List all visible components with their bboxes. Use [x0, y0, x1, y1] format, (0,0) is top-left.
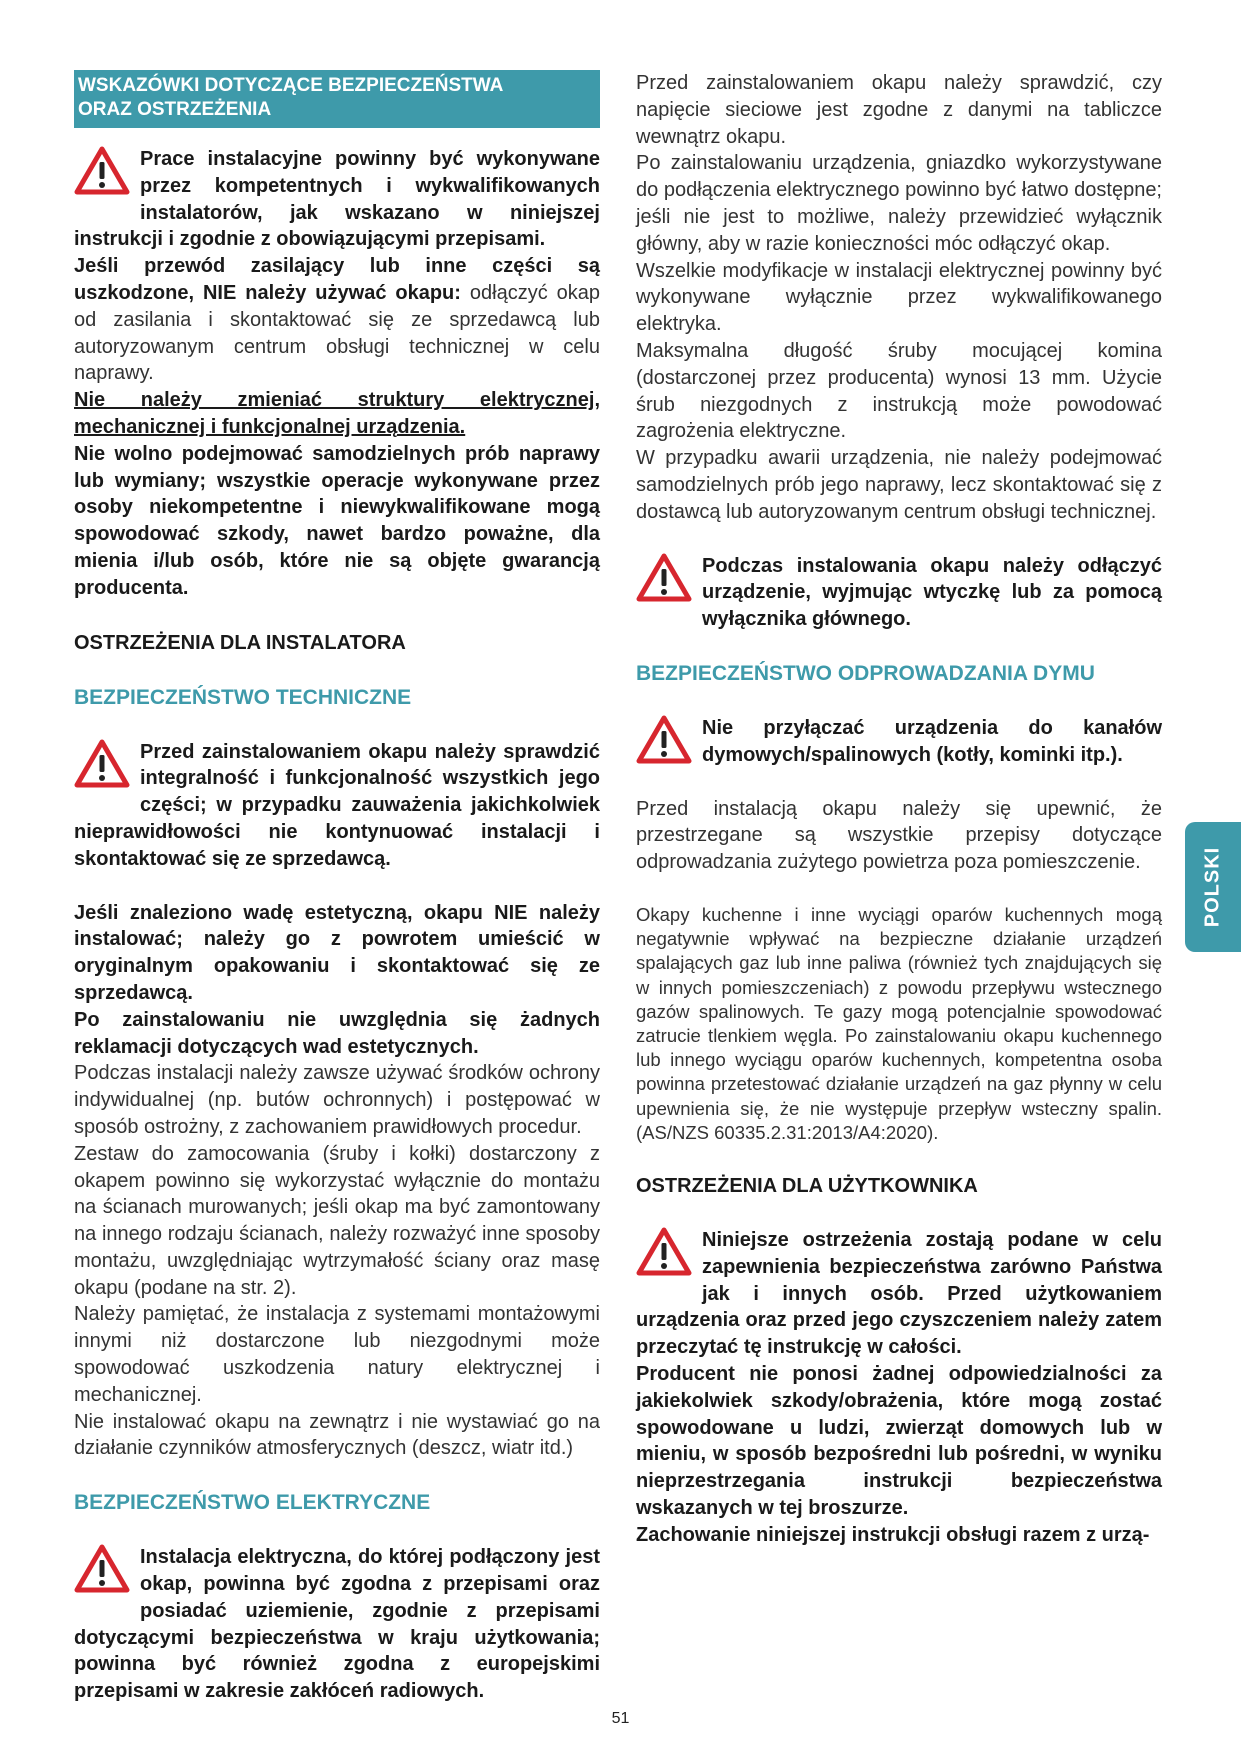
damaged-cable-text: odłączyć okap od zasilania i skontaktować się ze sprzedawcą lub autoryzowanym centrum obsługi technicznej w celu naprawy. [74, 281, 601, 385]
warning-text-integrity: Przed zainstalowaniem okapu należy sprawdzić integralność i funkcjonalność wszystkich jego części; w przypadku zauważenia jakichkolwiek nieprawidłowości nie kontynuować instalacji i skontaktować się ze sprzedawcą. [74, 740, 600, 870]
backflow-paragraph: Okapy kuchenne i inne wyciągi oparów kuchennych mogą negatywnie wpływać na bezpieczne działanie urządzeń spalających gaz lub inne paliwa (również tych znajdujących się w innych pomieszczeniach) z powodu przepływu wstecznego gazów spalinowych. Te gazy mogą potencjalnie spowodować zatrucie tlenkiem węgla. Po zainstalowaniu okapu kuchennego lub innego wyciągu oparów kuchennych, kompetentna osoba powinna przetestować działanie urządzeń na gaz płynny w celu upewnienia się, że nie występuje przepływ wsteczny spalin. (AS/NZS 60335.2.31:2013/A4:2020). [636, 903, 1162, 1143]
fixing-kit-paragraph: Zestaw do zamocowania (śruby i kołki) dostarczony z okapem powinno się wykorzystać wyłącznie do montażu na ścianach murowanych; jeśli okap ma być zamontowany na innego rodzaju ścianach, należy rozważyć inne sposoby montażu, uwzględniając wytrzymałość ściany oraz masę okapu (podane na str. 2). [74, 1142, 600, 1299]
warning-text-installation: Prace instalacyjne powinny być wykonywane przez kompetentnych i wykwalifikowanych instalatorów, jak wskazano w niniejszej instrukcji i zgodnie z obowiązującymi przepisami. [74, 148, 600, 251]
warning-block-user [636, 1227, 1162, 1549]
screw-length-paragraph: Maksymalna długość śruby mocującej komina (dostarczonej przez producenta) wynosi 13 mm. Użycie śrub niezgodnych z instrukcją może powodować zagrożenia elektryczne. [636, 339, 1162, 443]
ppe-paragraph: Podczas instalacji należy zawsze używać środków ochrony indywidualnej (np. butów ochronnych) i postępować w sposób ostrożny, z zachowaniem prawidłowych procedur. [74, 1062, 600, 1138]
smoke-safety-title: BEZPIECZEŃSTWO ODPROWADZANIA DYMU [636, 661, 1095, 685]
electrical-safety-title: BEZPIECZEŃSTWO ELEKTRYCZNE [74, 1491, 431, 1515]
warning-triangle-icon [74, 739, 134, 793]
warning-text-user: Niniejsze ostrzeżenia zostają podane w celu zapewnienia bezpieczeństwa zarówno Państwa jak i innych osób. Przed użytkowaniem urządzenia oraz przed jego czyszczeniem należy zatem przeczytać tę instrukcję w całości. [636, 1228, 1162, 1359]
warning-block-integrity [74, 739, 600, 873]
section-header-safety [74, 70, 600, 128]
language-side-tab [1185, 822, 1241, 952]
warning-triangle-icon [74, 1544, 134, 1598]
socket-paragraph: Po zainstalowaniu urządzenia, gniazdko wykorzystywane do podłączenia elektrycznego powinno być łatwo dostępne; jeśli nie jest to możliwe, należy przewidzieć wyłącznik główny, aby w razie konieczności móc odłączyć okap. [636, 152, 1162, 255]
mounting-systems-paragraph: Należy pamiętać, że instalacja z systemami montażowymi innymi niż dostarczone lub niezgodnymi może spowodować uszkodzenia natury elektrycznej i mechanicznej. [74, 1303, 600, 1406]
modifications-paragraph: Wszelkie modyfikacje w instalacji elektrycznej powinny być wykonywane wyłącznie przez wykwalifikowanego elektryka. [636, 259, 1162, 336]
warning-block-disconnect [636, 553, 1162, 633]
technical-safety-title: BEZPIECZEŃSTWO TECHNICZNE [74, 685, 412, 709]
no-modify-underlined: Nie należy zmieniać struktury elektrycznej, mechanicznej i funkcjonalnej urządzenia. [74, 389, 600, 438]
warning-triangle-icon [74, 146, 134, 200]
no-claims-text: Po zainstalowaniu nie uwzględnia się żadnych reklamacji dotyczących wad estetycznych. [74, 1008, 600, 1058]
keep-manual-paragraph: Zachowanie niniejszej instrukcji obsługi razem z urzą- [636, 1523, 1150, 1546]
header-line-2: ORAZ OSTRZEŻENIA [78, 99, 272, 120]
header-line-1: WSKAZÓWKI DOTYCZĄCE BEZPIECZEŃSTWA [78, 75, 504, 96]
warning-block-electrical [74, 1544, 600, 1705]
liability-paragraph: Producent nie ponosi żadnej odpowiedzialności za jakiekolwiek szkody/obrażenia, które mogą zostać spowodowane u ludzi, zwierząt domowych lub w mieniu, w sposób bezpośredni lub pośredni, w wyniku nieprzestrzegania instrukcji bezpieczeństwa wskazanych w tej broszurze. [636, 1362, 1162, 1519]
page-number: 51 [611, 1710, 630, 1727]
exhaust-rules-paragraph: Przed instalacją okapu należy się upewnić, że przestrzegane są wszystkie przepisy dotyczące odprowadzania zużytego powietrza poza pomieszczenie. [636, 797, 1162, 874]
outdoor-paragraph: Nie instalować okapu na zewnątrz i nie wystawiać go na działanie czynników atmosferycznych (deszcz, wiatr itd.) [74, 1410, 600, 1460]
warning-text-disconnect: Podczas instalowania okapu należy odłączyć urządzenie, wyjmując wtyczkę lub za pomocą wyłącznika głównego. [702, 554, 1162, 631]
warning-text-electrical: Instalacja elektryczna, do której podłączony jest okap, powinna być zgodna z przepisami oraz posiadać uziemienie, zgodnie z przepisami dotyczącymi bezpieczeństwa w kraju użytkowania; powinna być również zgodna z europejskimi przepisami w zakresie zakłóceń radiowych. [74, 1546, 600, 1703]
failure-paragraph: W przypadku awarii urządzenia, nie należy podejmować samodzielnych prób jego naprawy, lecz skontaktować się z dostawcą lub autoryzowanym centrum obsługi technicznej. [636, 447, 1162, 523]
warning-block-installation [74, 146, 600, 602]
no-repair-text: Nie wolno podejmować samodzielnych prób naprawy lub wymiany; wszystkie operacje wykonywane przez osoby niekompetentne i niewykwalifikowane mogą spowodować szkody, nawet bardzo poważne, dla mienia i/lub osób, które nie są objęte gwarancją producenta. [74, 442, 600, 599]
warning-block-flue [636, 715, 1162, 769]
installer-warnings-title: OSTRZEŻENIA DLA INSTALATORA [74, 631, 406, 654]
warning-triangle-icon [636, 553, 696, 607]
warning-triangle-icon [636, 715, 696, 769]
aesthetic-defect-text: Jeśli znaleziono wadę estetyczną, okapu NIE należy instalować; należy go z powrotem umieścić w oryginalnym opakowaniu i skontaktować się ze sprzedawcą. [74, 901, 600, 1004]
voltage-paragraph: Przed zainstalowaniem okapu należy sprawdzić, czy napięcie sieciowe jest zgodne z danymi na tabliczce wewnątrz okapu. [636, 72, 1162, 148]
language-tab-label: POLSKI [1201, 846, 1224, 928]
damaged-cable-bold: Jeśli przewód zasilający lub inne części są uszkodzone, NIE należy używać okapu: [74, 255, 600, 304]
user-warnings-title: OSTRZEŻENIA DLA UŻYTKOWNIKA [636, 1174, 978, 1197]
warning-triangle-icon [636, 1227, 696, 1281]
right-column [636, 70, 1162, 1549]
left-column [74, 70, 600, 1705]
warning-text-flue: Nie przyłączać urządzenia do kanałów dymowych/spalinowych (kotły, kominki itp.). [702, 716, 1162, 766]
